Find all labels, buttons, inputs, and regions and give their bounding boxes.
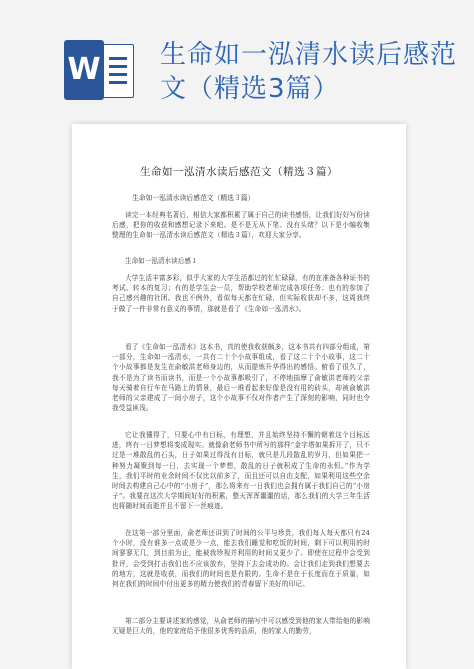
paper-subtitle: 生命如一泓清水读后感范文（精选３篇）	[132, 194, 255, 202]
document-page-preview	[72, 124, 406, 669]
paragraph-4: 在这第一部分里面，俞老师还讲到了时间的公平与珍贵，我们每人每天都只有24个小时，没有谁多一点或是少一点，能去我们睡觉和吃饭的时间，剩下可以利用的时间寥寥无几，到目前为止，能被我珍视并利用的时间又更少了。即使在过程中会受到批评，会受到打击我们也不应该放弃，坚持下去会成功的。会让我们走到我们想要去的地方，这就是收获，而我们的时间也是有限的。生命不是在于长度而在于质量，如何在我们的时间中付出更多的精力使我们的青春留下美好的印记。	[112, 529, 370, 589]
section-heading-1: 生命如一泓清水读后感１	[125, 257, 198, 265]
paragraph-1: 大学生活丰富多彩，似乎大家的大学生活都过的忙忙碌碌，有的在准备各种证书的考试、转本的复习；有的是学生会一员，帮助学校老师完成各项任务；也有的参加了自己感兴趣的社团。我也不例外，看似每天都在忙碌，但实际收获却不多，这周我终于做了一件非常有意义的事情，那就是看了《生命如一泓清水》。	[112, 274, 370, 313]
paragraph-5: 第二部分主要讲述家的感觉，从俞老师的描写中可以感受到他的家人带给他的影响无疑是巨大的，他的家庭给予他很多优秀的品质，他的家人的勤劳，	[112, 617, 370, 636]
paragraph-2: 看了《生命如一泓清水》这本书，真的使我收获颇多，这本书共有四部分组成，第一部分，生命如一泓清水，一共有二十个小故事组成，看了这二十个小故事，这二十个小故事都是发生在俞敏洪老师身边的，从而提炼升华得出的感悟。俯看了很久了，我不是为了读书而读书，而是一个小故事都吸引了，不停地揣摩了俞敏洪老师的父亲每天骑着自行车在马路上的情景，最后一堆看起来好像是没有用的砖头，却被俞敏洪老师的父亲建成了一间小房子，这个小故事不仅对作者产生了深刻的影响，同时也令我受益匪浅。	[112, 343, 370, 413]
page-header	[0, 0, 474, 118]
word-document-icon	[64, 40, 134, 100]
paragraph-3: 它让我懂得了，只要心中有目标，有理想，并且始终坚持不懈的朝着这个目标远进，终有一日梦想将变成现实。就像俞老师书中所写的那样“金字塔如果拆开了，只不过是一堆散乱的石头，日子如果过得没有目标，就只是几段散乱的岁月，但如果把一种努力凝聚到每一日，去实现一个梦想，散乱的日子就积成了生命的永恒。”作为学生，我们平时的业余时间不仅比以前多了，而且还可以自由支配，如果利用这些空余时间去构建自己心中的“小房子”，那么将来有一日我们也会拥有属于我们自己的“小房子”。我要在这次大学期间好好的积累，整天浑浑噩噩的话，那么我们的大学三年生活也将随时间而逝并且不留下一丝痕迹。	[112, 431, 370, 511]
word-logo-badge: W	[64, 40, 104, 100]
paper-title: 生命如一泓清水读后感范文（精选３篇）	[140, 166, 338, 178]
intro-paragraph: 读完一本经典名著后，相信大家都积累了属于自己的读书感悟，让我们好好写份读后感，把你的收获和感想记录下来吧。是不是无从下笔、没有头绪？以下是小编收集整理的生命如一泓清水读后感范文（精选３篇），欢迎大家分享。	[112, 211, 370, 240]
document-heading: 生命如一泓清水读后感范文（精选3篇）	[160, 40, 458, 104]
